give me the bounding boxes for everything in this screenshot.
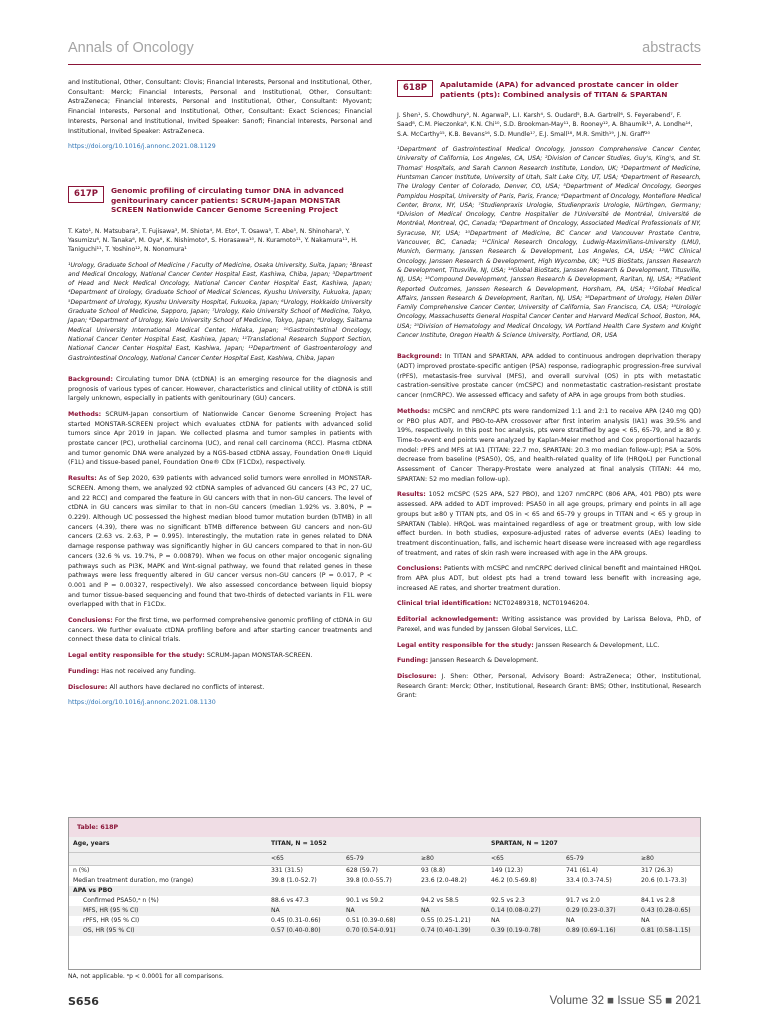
conclusions-label: Conclusions: xyxy=(68,617,113,625)
conclusions-section xyxy=(397,564,701,593)
table-cell: 90.1 vs 59.2 xyxy=(346,896,384,904)
ack-label: Editorial acknowledgement: xyxy=(397,616,499,624)
age-group-cell: <65 xyxy=(487,852,562,865)
background-label: Background: xyxy=(68,375,113,383)
funding xyxy=(397,656,701,666)
table-cell: 331 (31.5) xyxy=(267,865,342,876)
legal-label: Legal entity responsible for the study: xyxy=(68,652,205,660)
table-cell: 93 (8.8) xyxy=(417,865,487,876)
table-row xyxy=(69,896,700,906)
table-cell: 0.81 (0.58-1.15) xyxy=(637,926,700,936)
trial-text: NCT02489318, NCT01946204. xyxy=(493,600,590,608)
conclusions-text: Patients with mCSPC and nmCRPC derived clinical benefit and maintained HRQoL from APA plus ADT, but oldest pts had a trend toward less benefit with increasing age, increased AE rates, and shorter treatment duration. xyxy=(397,565,701,592)
funding-text: Has not received any funding. xyxy=(101,667,196,675)
row-label: OS, HR (95 % CI) xyxy=(69,926,267,936)
table-cell: 46.2 (0.5-69.8) xyxy=(491,876,537,884)
left-column xyxy=(68,78,372,714)
table-cell: 0.39 (0.19-0.78) xyxy=(487,926,562,936)
header-rule xyxy=(68,64,701,65)
conclusions-label: Conclusions: xyxy=(397,565,442,573)
table-cell: 0.74 (0.40-1.39) xyxy=(417,926,487,936)
table-row xyxy=(69,926,700,936)
table-cell: NA xyxy=(641,916,650,924)
row-label: Confirmed PSA50,ᵃ n (%) xyxy=(83,896,159,904)
funding xyxy=(68,667,372,677)
disclosure-label: Disclosure: xyxy=(68,683,108,691)
abstract-heading xyxy=(397,80,701,99)
table-cell: 0.29 (0.23-0.37) xyxy=(562,906,637,916)
table-cell: NA xyxy=(566,916,575,924)
disclosure-text: J. Shen: Other, Personal, Advisory Board: AstraZeneca; Other, Institutional, Research Grant: Merck; Other, Institutional, Research Grant: BMS; Other, Institutional, Research Grant: xyxy=(397,673,701,700)
affiliations: ¹Department of Gastrointestinal Medical Oncology, Jonsson Comprehensive Cancer Center, University of California, Los Angeles, CA, USA; ²Division of Cancer Studies, Guy's, King's, and St. Thomas' Hospitals, and Sarah Cannon Research Institute, London, UK; ³Department of Medicine, Huntsman Cancer Institute, University of Utah, Salt Lake City, UT, USA; ⁴Department of Research, The Urology Center of Colorado, Denver, CO, USA; ⁵Department of Medical Oncology, Georges Pompidou Hospital, University of Paris, Paris, France; ⁶Department of Oncology, Montefiore Medical Center, Bronx, NY, USA; ⁷Studienpraxis Urologie, Studienpraxis Urologie, Nürtingen, Germany; ⁸Division of Medical Oncology, Centre Hospitalier de l'Université de Montréal, Université de Montréal, Montreal, QC, Canada; ⁹Department of Oncology, Associated Medical Professionals of NY, Syracuse, NY, USA; ¹⁰Department of Medicine, BC Cancer and Vancouver Prostate Centre, Vancouver, BC, Canada; ¹¹Clinical Research Oncology, Ludwig-Maximilians-University (LMU), Munich, Germany, Janssen Research & Development, Los Angeles, CA, USA; ¹²WC Clinical Oncology, Janssen Research & Development, High Wycombe, UK; ¹³US BioStats, Janssen Research & Development, Titusville, NJ, USA; ¹⁴Global BioStats, Janssen Research & Development, Titusville, NJ, USA; ¹⁵Compound Development, Janssen Research & Development, Raritan, NJ, USA; ¹⁶Patient Reported Outcomes, Janssen Research & Development, Horsham, PA, USA; ¹⁷Global Medical Affairs, Janssen Research & Development, Raritan, NJ, USA; ¹⁸Department of Urology, Helen Diller Family Comprehensive Cancer Center, University of California, San Francisco, CA, USA; ¹⁹Urologic Oncology, Massachusetts General Hospital Cancer Center and Harvard Medical School, Boston, MA, USA; ²⁰Division of Hematology and Medical Oncology, VA Portland Health Care System and Knight Cancer Institute, Oregon Health & Science University, Portland, OR, USA xyxy=(397,146,701,340)
table-cell: 0.55 (0.25-1.21) xyxy=(421,916,471,924)
methods-label: Methods: xyxy=(68,410,102,418)
table-cell: 628 (59.7) xyxy=(342,865,417,876)
right-column xyxy=(397,78,701,707)
abstract-id: 617P xyxy=(68,186,104,203)
table-cell: 92.5 vs 2.3 xyxy=(491,896,525,904)
table-row xyxy=(69,865,700,876)
trial-label: Clinical trial identification: xyxy=(397,600,492,608)
background-section xyxy=(397,352,701,401)
abstract-title: Apalutamide (APA) for advanced prostate cancer in older patients (pts): Combined analysis of TITAN & SPARTAN xyxy=(439,80,679,99)
table-cell: 0.43 (0.28-0.65) xyxy=(637,906,700,916)
table-cell: NA xyxy=(267,906,342,916)
ack-text: Writing assistance was provided by Larissa Belova, PhD, of Parexel, and was funded by Janssen Global Services, LLC. xyxy=(397,616,701,633)
table-cell: NA xyxy=(342,906,417,916)
conclusions-section xyxy=(68,616,372,645)
table-cell: 91.7 vs 2.0 xyxy=(566,896,600,904)
methods-label: Methods: xyxy=(397,407,431,415)
table-cell: 317 (26.3) xyxy=(637,865,700,876)
table-cell: 0.89 (0.69-1.16) xyxy=(562,926,637,936)
header-titan: TITAN, N = 1052 xyxy=(267,837,487,852)
doi-link[interactable]: https://doi.org/10.1016/j.annonc.2021.08.1129 xyxy=(68,143,216,151)
table-cell: 0.14 (0.08-0.27) xyxy=(487,906,562,916)
background-section xyxy=(68,375,372,404)
row-label: Median treatment duration, mo (range) xyxy=(73,876,194,884)
table-title: Table: 618P xyxy=(69,818,700,837)
legal-text: Janssen Research & Development, LLC. xyxy=(535,641,660,649)
conclusions-text: For the first time, we performed comprehensive genomic profiling of ctDNA in GU cancers. We further evaluate ctDNA profiling before and after starting cancer treatments and connect these data to clinical trials. xyxy=(68,617,372,644)
disclosure-label: Disclosure: xyxy=(397,673,437,680)
table-cell: NA xyxy=(491,916,500,924)
age-group-row xyxy=(69,852,700,865)
table-row xyxy=(69,916,700,926)
page-number: S656 xyxy=(68,995,99,1008)
methods-section xyxy=(397,407,701,485)
abstract-heading xyxy=(68,186,372,215)
author-list: T. Kato¹, N. Matsubara², T. Fujisawa³, M. Shiota⁴, M. Eto⁴, T. Osawa⁵, T. Abe⁵, N. Shinohara⁵, Y. Yasumizu⁶, N. Tanaka⁶, M. Oya⁶, K. Nishimoto⁹, S. Horasawa¹⁰, N. Kuramoto¹¹, Y. Nakamura¹¹, H. Taniguchi¹¹, T. Yoshino¹², N. Nonomura¹ xyxy=(68,227,358,254)
table-cell: 94.2 vs 58.5 xyxy=(421,896,459,904)
table-cell: 20.6 (0.1-73.3) xyxy=(641,876,687,884)
author-list: J. Shen¹, S. Chowdhury², N. Agarwal³, L.I. Karsh⁴, S. Oudard⁵, B.A. Gartrell⁶, S. Feyerabend⁷, F. Saad⁸, C.M. Pieczonka⁹, K.N. Chi¹⁰, S.D. Brookman-May¹¹, B. Rooney¹², A. Bhaumik¹³, A. Londhe¹⁴, S.A. McCarthy¹⁵, K.B. Bevans¹⁶, S.D. Mundle¹⁷, E.J. Small¹⁸, M.R. Smith¹⁹, J.N. Graff²⁰ xyxy=(397,112,693,138)
results-text: 1052 mCSPC (525 APA, 527 PBO), and 1207 nmCRPC (806 APA, 401 PBO) pts were assessed. APA added to ADT improved: PSA50 in all age groups, primary end points in all age groups but ≥80 y TITAN pts, and OS in < 65 and 65-79 y groups in TITAN and < 65 y group in SPARTAN (Table). HRQoL was maintained regardless of age or treatment group, with low side effect burden. In both studies, exposure-adjusted rates of adverse events (AEs) leading to treatment discontinuation, falls, and ischemic heart disease were increased with age regardless of treatment, and rates of skin rash were increased with age in the APA groups. xyxy=(397,491,701,557)
results-table xyxy=(68,817,701,970)
background-label: Background: xyxy=(397,353,442,361)
background-text: Circulating tumor DNA (ctDNA) is an emerging resource for the diagnosis and prognosis of various types of cancer. However, characteristics and clinical utility of ctDNA is still largely unknown, especially in patients with genitourinary (GU) cancers. xyxy=(68,375,372,403)
disclosure xyxy=(397,672,701,701)
table-footnote: NA, not applicable. ᵃp < 0.0001 for all comparisons. xyxy=(68,973,224,980)
results-section xyxy=(397,490,701,558)
table-cell: 0.51 (0.39-0.68) xyxy=(346,916,396,924)
doi-link[interactable]: https://doi.org/10.1016/j.annonc.2021.08.1130 xyxy=(68,699,216,707)
legal-text: SCRUM-Japan MONSTAR-SCREEN. xyxy=(206,652,313,660)
disclosure xyxy=(68,683,372,693)
methods-text: mCSPC and nmCRPC pts were randomized 1:1 and 2:1 to receive APA (240 mg QD) or PBO plus ADT, and PBO-to-APA crossover after first interim analysis (IA1) was 39.5% and 19%, respectively. In this post hoc analysis, pts were stratified by age < 65, 65-79, and ≥ 80 y. Time-to-event end points were analyzed by Kaplan-Meier method and Cox proportional hazards model: rPFS and MFS at IA1 (TITAN: 22.7 mo, SPARTAN: 20.3 mo median follow-up); PSA ≥ 50% decrease from baseline (PSA50), OS, and health-related quality of life (HRQoL) per Functional Assessment of Cancer Therapy-Prostate were analyzed at final analysis (TITAN: 44 mo, SPARTAN: 52 mo median follow-up). xyxy=(397,407,701,483)
volume-info: Volume 32 ■ Issue S5 ■ 2021 xyxy=(549,995,701,1007)
table-cell: 88.6 vs 47.3 xyxy=(271,896,309,904)
disclosure-continued: and Institutional, Other, Consultant: Clovis; Financial Interests, Personal and Institutional, Other, Consultant: Merck; Financial Interests, Personal and Institutional, Other, Consultant: AstraZeneca; Financial Interests, Personal and Institutional, Other, Consultant: Myovant; Financial Interests, Personal and Institutional, Other, Consultant: Exact Sciences; Financial Interests, Personal and Institutional, Invited Speaker: Sanofi; Financial Interests, Personal and Institutional, Invited Speaker: AstraZeneca. xyxy=(68,79,372,135)
funding-label: Funding: xyxy=(397,657,429,665)
funding-label: Funding: xyxy=(68,667,100,675)
results-label: Results: xyxy=(397,491,426,499)
table-row xyxy=(69,876,700,886)
row-label: n (%) xyxy=(69,865,267,876)
header-age: Age, years xyxy=(69,837,267,852)
table-cell: NA xyxy=(417,906,487,916)
table-cell: 149 (12.3) xyxy=(487,865,562,876)
legal-label: Legal entity responsible for the study: xyxy=(397,641,534,649)
age-group-cell: 65-79 xyxy=(342,852,417,865)
legal-entity xyxy=(68,651,372,661)
table-group-row xyxy=(69,886,700,896)
age-group-cell: ≥80 xyxy=(417,852,487,865)
table-cell: 39.8 (1.0-52.7) xyxy=(271,876,317,884)
results-section xyxy=(68,474,372,610)
table-cell: 0.57 (0.40-0.80) xyxy=(267,926,342,936)
table-row xyxy=(69,906,700,916)
legal-entity xyxy=(397,641,701,651)
results-label: Results: xyxy=(68,475,97,483)
table-cell: 23.6 (2.0-48.2) xyxy=(421,876,467,884)
background-text: In TITAN and SPARTAN, APA added to continuous androgen deprivation therapy (ADT) improved prostate-specific antigen (PSA) response, radiographic progression-free survival (rPFS), metastasis-free survival (MFS), and overall survival (OS) in pts with metastatic castration-sensitive prostate cancer (mCSPC) and nonmetastatic castration-resistant prostate cancer (nmCRPC). We assessed efficacy and safety of APA in age groups from both studies. xyxy=(397,353,701,400)
row-label: MFS, HR (95 % CI) xyxy=(69,906,267,916)
section-name: abstracts xyxy=(642,40,701,56)
row-label: rPFS, HR (95 % CI) xyxy=(83,916,140,924)
data-table xyxy=(69,837,700,936)
table-cell: 39.8 (0.0-55.7) xyxy=(346,876,392,884)
disclosure-text: All authors have declared no conflicts of interest. xyxy=(109,683,265,691)
age-group-cell: 65-79 xyxy=(562,852,637,865)
abstract-id: 618P xyxy=(397,80,433,97)
table-cell: 741 (61.4) xyxy=(562,865,637,876)
methods-section xyxy=(68,410,372,468)
table-cell: 0.45 (0.31-0.66) xyxy=(271,916,321,924)
age-group-cell: <65 xyxy=(267,852,342,865)
table-cell: 0.70 (0.54-0.91) xyxy=(342,926,417,936)
page-footer xyxy=(68,993,701,1013)
methods-text: SCRUM-Japan consortium of Nationwide Cancer Genome Screening Project has started MONSTAR-SCREEN project which evaluates ctDNA for patients with advanced solid tumors since Apr 2019 in Japan. We collected plasma and tumor samples in patients with prostate cancer (PC), urothelial carcinoma (UC), and renal cell carcinoma (RCC). Plasma ctDNA and tumor genomic DNA were analyzed by a NGS-based ctDNA assay, Foundation One® Liquid (F1L) and tissue-based panel, Foundation One® CDx (F1CDx), respectively. xyxy=(68,410,372,467)
running-header xyxy=(68,40,701,64)
table-header-row xyxy=(69,837,700,852)
header-spartan: SPARTAN, N = 1207 xyxy=(487,837,700,852)
journal-name: Annals of Oncology xyxy=(68,40,194,56)
abstract-title: Genomic profiling of circulating tumor DNA in advanced genitourinary cancer patients: SCRUM-Japan MONSTAR SCREEN Nationwide Cancer Genome Screening Project xyxy=(110,185,344,215)
funding-text: Janssen Research & Development. xyxy=(430,657,539,665)
clinical-trial-id xyxy=(397,599,701,609)
age-group-cell: ≥80 xyxy=(637,852,700,865)
table-cell: 84.1 vs 2.8 xyxy=(641,896,675,904)
table-cell: 33.4 (0.3-74.5) xyxy=(566,876,612,884)
results-text: As of Sep 2020, 639 patients with advanced solid tumors were enrolled in MONSTAR-SCREEN. Among them, we analyzed 92 ctDNA samples of advanced GU cancers (43 PC, 27 UC, and 22 RCC) and compared the feature in GU cancers with that in non-GU cancers. The level of ctDNA in GU cancers was similar to that in non-GU cancers (median 1.92% vs. 3.80%, P = 0.229). Although UC possessed the highest median blood tumor mutation burden (bTMB) in all cancers (4.39), there was no significant bTMB difference between GU cancers and non-GU cancers (2.63 vs. 2.63, P = 0.995). Interestingly, the mutation rate in genes related to DNA damage response pathway was significantly higher in GU cancers compared to that in non-GU cancers (32.6 % vs. 19.7%, P = 0.00879). When we focus on other major oncogenic signaling pathways such as PI3K, MAPK and Wnt-signal pathway, we found that related genes in these pathways were less frequently altered in GU cancer versus non-GU cancers (P = 0.017, P < 0.001 and P = 0.00327, respectively). We also assessed concordance between liquid biopsy and tumor tissue-based sequencing and found that two-thirds of detected variants in F1L were overlapped with that in F1CDx. xyxy=(68,475,372,609)
affiliations: ¹Urology, Graduate School of Medicine / Faculty of Medicine, Osaka University, Suita, Japan; ²Breast and Medical Oncology, National Cancer Center Hospital East, Kashiwa, Chiba, Japan; ³Department of Head and Neck Medical Oncology, National Cancer Center Hospital East, Kashiwa, Japan; ⁴Department of Urology, Graduate School of Medical Sciences, Kyushu University, Fukuoka, Japan; ⁵Department of Urology, Kyushu University Hospital, Fukuoka, Japan; ⁶Urology, Hokkaido University Graduate School of Medicine, Sapporo, Japan; ⁷Urology, Keio University School of Medicine, Tokyo, Japan; ⁸Department of Urology, Keio University School of Medicine, Tokyo, Japan; ⁹Urology, Saitama Medical University International Medical Center, Hidaka, Japan; ¹⁰Gastrointestinal Oncology, National Cancer Center Hospital East, Kashiwa, Japan; ¹¹Translational Research Support Section, National Cancer Center Hospital East, Kashiwa, Japan; ¹²Department of Gastroenterology and Gastrointestinal Oncology, National Cancer Center Hospital East, Kashiwa, Chiba, Japan xyxy=(68,261,372,362)
editorial-acknowledgement xyxy=(397,615,701,634)
row-label: APA vs PBO xyxy=(69,886,267,896)
